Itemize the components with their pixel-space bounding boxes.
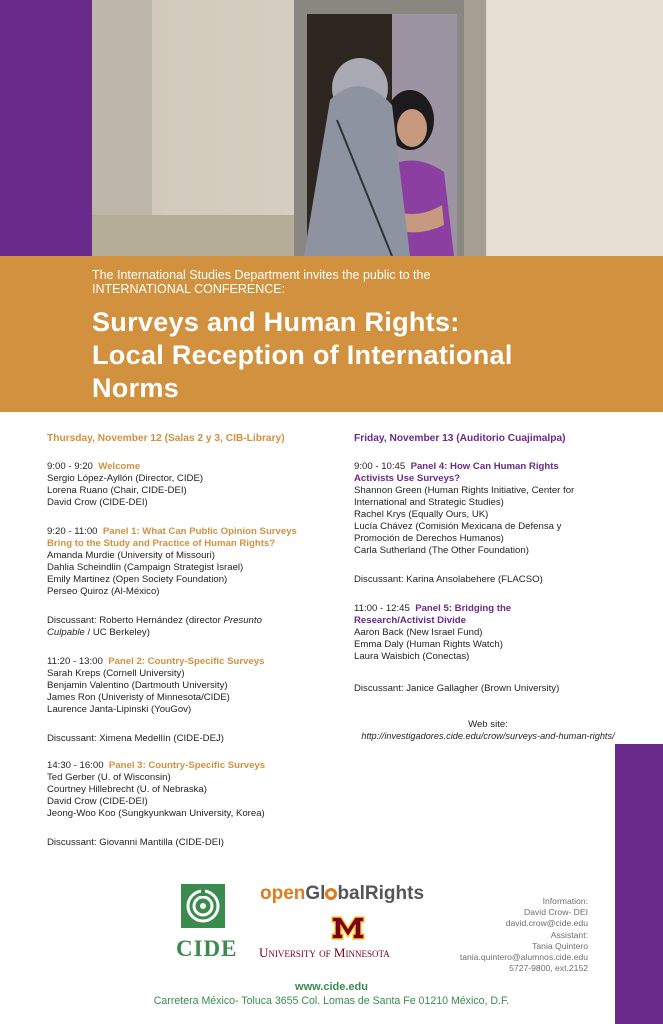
friday-heading: Friday, November 13 (Auditorio Cuajimalpa) (354, 433, 566, 444)
umn-wordmark: University of Minnesota (259, 945, 390, 960)
panel-2-header (47, 656, 264, 668)
panel-3-time: 14:30 - 16:00 (47, 760, 104, 771)
panel-4-speaker: Lucía Chávez (Comisión Mexicana de Defensa y (354, 521, 562, 532)
cide-logo (176, 884, 242, 964)
panel-1-header (47, 526, 297, 538)
panel-5-speaker: Emma Daly (Human Rights Watch) (354, 639, 503, 650)
panel-1-title-cont: Bring to the Study and Practice of Human Rights? (47, 538, 276, 549)
panel-5-header (354, 603, 511, 615)
panel-5-title: Panel 5: Bridging the (415, 603, 512, 614)
welcome-label: Welcome (98, 461, 141, 472)
umn-m-icon (330, 915, 366, 941)
panel-1-speaker: Dahlia Scheindlin (Campaign Strategist Israel) (47, 562, 244, 573)
panel-3-speaker: David Crow (CIDE-DEI) (47, 796, 148, 807)
panel-5-discussant: Discussant: Janice Gallagher (Brown University) (354, 683, 560, 694)
hero-photo (92, 0, 663, 256)
panel-4-speaker: Shannon Green (Human Rights Initiative, Center for (354, 485, 575, 496)
panel-5-time: 11:00 - 12:45 (354, 603, 410, 614)
info-line: Tania Quintero (532, 940, 588, 951)
footer-site[interactable]: www.cide.edu (295, 981, 368, 993)
panel-1-discussant-cont (47, 627, 150, 639)
conference-title-line-3: Norms (92, 373, 180, 403)
panel-2-speaker: James Ron (Univeristy of Minnesota/CIDE) (47, 692, 230, 703)
panel-4-header (354, 461, 559, 473)
info-block (438, 896, 588, 974)
panel-2-speaker: Sarah Kreps (Cornell University) (47, 668, 185, 679)
logo-balrights: balRights (337, 883, 425, 904)
panel-4-speaker: Carla Sutherland (The Other Foundation) (354, 545, 529, 556)
panel-4-discussant: Discussant: Karina Ansolabehere (FLACSO) (354, 574, 543, 585)
info-email[interactable]: tania.quintero@alumnos.cide.edu (459, 952, 588, 963)
info-line: David Crow- DEI (524, 907, 588, 918)
website-label: Web site: (468, 719, 508, 730)
footer-address: Carretera México- Toluca 3655 Col. Lomas de Santa Fe 01210 México, D.F. (153, 995, 510, 1007)
panel-5-speaker: Laura Waisbich (Conectas) (354, 651, 470, 662)
panel-1-speaker: Perseo Quiroz (Al-México) (47, 586, 160, 597)
cide-wordmark: CIDE (176, 936, 238, 961)
welcome-speaker: Sergio López-Ayllón (Director, CIDE) (47, 473, 204, 484)
panel-2-speaker: Benjamin Valentino (Dartmouth University) (47, 680, 228, 691)
panel-2-speaker: Laurence Janta-Lipinski (YouGov) (47, 704, 192, 715)
panel-2-discussant: Discussant: Ximena Medellín (CIDE-DEJ) (47, 733, 225, 744)
film-title: Presunto (223, 615, 262, 626)
panel-2-title: Panel 2: Country-Specific Surveys (108, 656, 265, 667)
welcome-speaker: David Crow (CIDE-DEI) (47, 497, 148, 508)
panel-1-time: 9:20 - 11:00 (47, 526, 98, 537)
info-line: Information: (542, 896, 588, 906)
panel-1-speaker: Amanda Murdie (University of Missouri) (47, 550, 215, 561)
info-phone: 5727-9800, ext.2152 (509, 963, 588, 974)
website-link[interactable]: http://investigadores.cide.edu/crow/surveys-and-human-rights/ (361, 731, 615, 741)
intro-line-1: The International Studies Department invites the public to the (92, 268, 431, 282)
panel-1-speaker: Emily Martinez (Open Society Foundation) (47, 574, 228, 585)
globe-icon (325, 888, 337, 900)
panel-4-title-cont: Activists Use Surveys? (354, 473, 461, 484)
panel-4-time: 9:00 - 10:45 (354, 461, 406, 472)
panel-4-speaker: Promoción de Derechos Humanos) (354, 533, 504, 544)
panel-1-discussant-text: Discussant: Roberto Hernández (director (47, 615, 224, 626)
panel-3-speaker: Courtney Hillebrecht (U. of Nebraska) (47, 784, 207, 795)
info-line: Assistant: (550, 929, 588, 940)
panel-2-time: 11:20 - 13:00 (47, 656, 103, 667)
panel-4-speaker: International and Strategic Studies) (354, 497, 504, 508)
panel-3-speaker: Jeong-Woo Koo (Sungkyunkwan University, Korea) (47, 808, 265, 819)
panel-5-speaker: Aaron Back (New Israel Fund) (354, 627, 483, 638)
panel-1-discussant-affil: / UC Berkeley) (84, 627, 150, 638)
info-email[interactable]: david.crow@cide.edu (505, 918, 588, 929)
film-title-cont: Culpable (47, 627, 85, 638)
panel-1-discussant (47, 615, 262, 627)
cide-emblem-icon (181, 884, 225, 928)
logo-open: open (260, 883, 306, 904)
open-global-rights-logo (260, 883, 424, 905)
panel-3-discussant: Discussant: Giovanni Mantilla (CIDE-DEI) (47, 837, 225, 848)
panel-4-title: Panel 4: How Can Human Rights (410, 461, 559, 472)
left-purple-bar (0, 0, 92, 256)
panel-1-title: Panel 1: What Can Public Opinion Surveys (102, 526, 297, 537)
panel-3-title: Panel 3: Country-Specific Surveys (108, 760, 266, 771)
title-band (0, 256, 663, 412)
welcome-time: 9:00 - 9:20 (47, 461, 93, 472)
conference-title-line-1: Surveys and Human Rights: (92, 307, 460, 337)
welcome-line (47, 461, 140, 473)
panel-5-title-cont: Research/Activist Divide (354, 615, 466, 626)
logo-gl: Gl (305, 883, 326, 904)
thursday-heading: Thursday, November 12 (Salas 2 y 3, CIB-Library) (47, 433, 285, 444)
intro-line-2: INTERNATIONAL CONFERENCE: (92, 282, 286, 296)
panel-3-speaker: Ted Gerber (U. of Wisconsin) (47, 772, 171, 783)
panel-3-header (47, 760, 265, 772)
panel-4-speaker: Rachel Krys (Equally Ours, UK) (354, 509, 489, 520)
conference-title-line-2: Local Reception of International (92, 340, 513, 370)
welcome-speaker: Lorena Ruano (Chair, CIDE-DEI) (47, 485, 187, 496)
